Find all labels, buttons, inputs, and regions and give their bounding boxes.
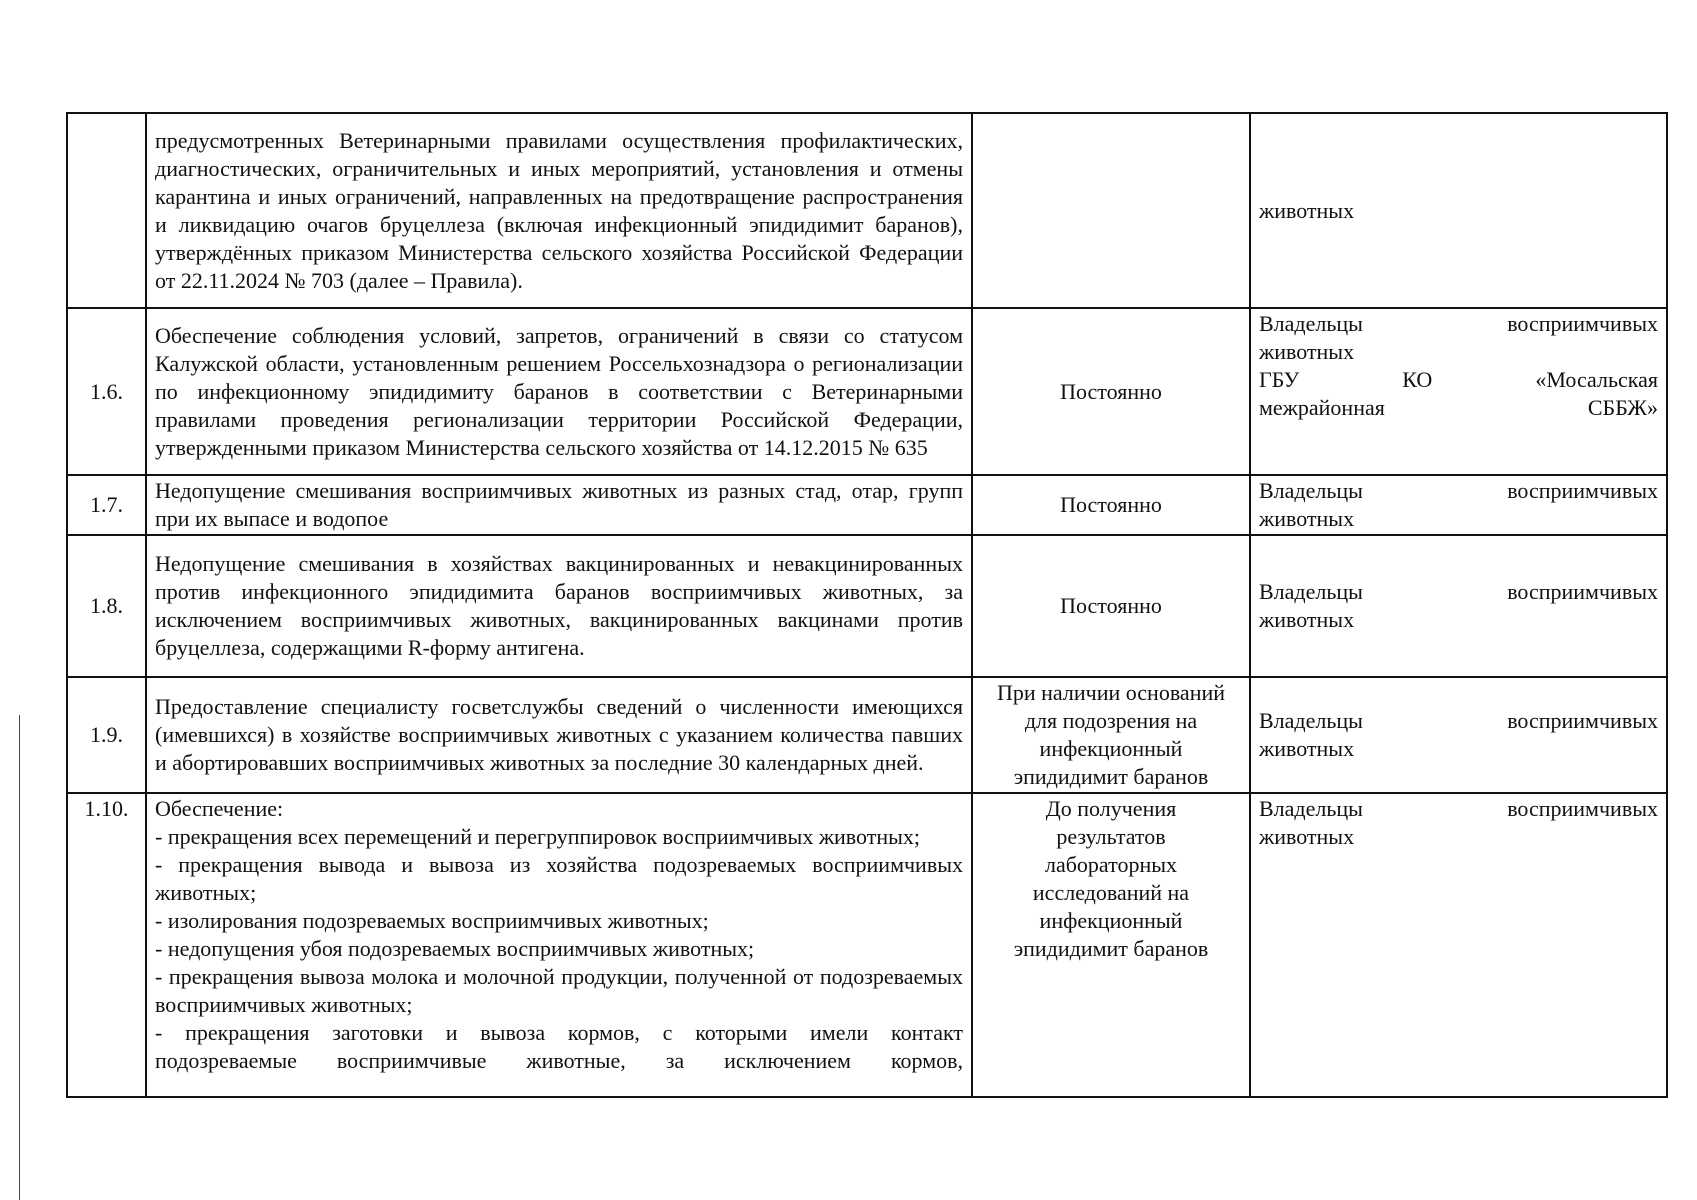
row-number: 1.8. (67, 535, 146, 677)
measure-line: подозреваемые восприимчивые животные, за исключением кормов, (155, 1048, 963, 1073)
term-line: инфекционный (1039, 736, 1183, 761)
responsible-cell (1250, 308, 1667, 475)
term-line: исследований на (1032, 880, 1190, 905)
row-number: 1.9. (67, 677, 146, 793)
responsible-line: ГБУ КО «Мосальская (1259, 367, 1658, 392)
responsible-line: Владельцы восприимчивых (1259, 478, 1658, 503)
responsible-line: животных (1259, 824, 1355, 849)
table-row (67, 475, 1667, 535)
measure-text: Обеспечение соблюдения условий, запретов, ограничений в связи со статусом Калужской области, установленным решением Россельхознадзора о регионализации по инфекционному эпидидимиту баранов в соответствии с Ветеринарными правилами проведения регионализации территории Российской Федерации, утвержденными приказом Министерства сельского хозяйства от 14.12.2015 № 635 (146, 308, 972, 475)
term-line: для подозрения на (1024, 708, 1198, 733)
responsible-line: Владельцы восприимчивых (1259, 708, 1658, 733)
measure-line: Обеспечение: (155, 796, 284, 821)
responsible-line: Владельцы восприимчивых (1259, 311, 1658, 336)
table-row (67, 677, 1667, 793)
table-row (67, 308, 1667, 475)
measure-line: - прекращения всех перемещений и перегруппировок восприимчивых животных; (155, 824, 921, 849)
measure-text (146, 793, 972, 1097)
measure-line: - изолирования подозреваемых восприимчивых животных; (155, 908, 709, 933)
measure-text: Недопущение смешивания восприимчивых животных из разных стад, отар, групп при их выпасе и водопое (146, 475, 972, 535)
measures-table (66, 112, 1668, 1098)
table-row (67, 113, 1667, 308)
responsible-line: животных (1259, 506, 1355, 531)
responsible-cell (1250, 677, 1667, 793)
responsible-line: животных (1259, 607, 1355, 632)
responsible-line: Владельцы восприимчивых (1259, 796, 1658, 821)
term-cell: Постоянно (972, 535, 1250, 677)
scan-edge-line (19, 715, 20, 1200)
responsible-cell (1250, 475, 1667, 535)
term-line: При наличии оснований (996, 680, 1226, 705)
term-cell (972, 113, 1250, 308)
responsible-cell (1250, 535, 1667, 677)
row-number: 1.6. (67, 308, 146, 475)
responsible-line: животных (1259, 736, 1355, 761)
table-row (67, 793, 1667, 1097)
term-line: результатов (1056, 824, 1166, 849)
term-cell: Постоянно (972, 475, 1250, 535)
measure-line: - прекращения вывоза молока и молочной продукции, полученной от подозреваемых восприимчивых животных; (155, 964, 963, 1017)
term-cell (972, 677, 1250, 793)
term-line: инфекционный (1039, 908, 1183, 933)
measure-line: - недопущения убоя подозреваемых восприимчивых животных; (155, 936, 755, 961)
term-line: До получения (1045, 796, 1177, 821)
term-line: лабораторных (1044, 852, 1177, 877)
term-line: эпидидимит баранов (1013, 764, 1209, 789)
term-line: эпидидимит баранов (1013, 936, 1209, 961)
row-number: 1.7. (67, 475, 146, 535)
row-number (67, 113, 146, 308)
responsible-line: Владельцы восприимчивых (1259, 579, 1658, 604)
row-number: 1.10. (67, 793, 146, 1097)
measure-text: Предоставление специалисту госветслужбы сведений о численности имеющихся (имевшихся) в хозяйстве восприимчивых животных с указанием количества павших и абортировавших восприимчивых животных за последние 30 календарных дней. (146, 677, 972, 793)
responsible-line: животных (1259, 339, 1355, 364)
responsible-cell: животных (1250, 113, 1667, 308)
responsible-cell (1250, 793, 1667, 1097)
measure-text: предусмотренных Ветеринарными правилами осуществления профилактических, диагностических, ограничительных и иных мероприятий, установления и отмены карантина и иных ограничений, направленных на предотвращение распространения и ликвидацию очагов бруцеллеза (включая инфекционный эпидидимит баранов), утверждённых приказом Министерства сельского хозяйства Российской Федерации от 22.11.2024 № 703 (далее – Правила). (146, 113, 972, 308)
measure-text: Недопущение смешивания в хозяйствах вакцинированных и невакцинированных против инфекционного эпидидимита баранов восприимчивых животных, за исключением восприимчивых животных, вакцинированных вакцинами против бруцеллеза, содержащими R-форму антигена. (146, 535, 972, 677)
table-row (67, 535, 1667, 677)
measure-line: - прекращения заготовки и вывоза кормов, с которыми имели контакт (155, 1020, 963, 1045)
term-cell: Постоянно (972, 308, 1250, 475)
term-cell (972, 793, 1250, 1097)
responsible-line: межрайонная СББЖ» (1259, 395, 1658, 420)
measure-line: - прекращения вывода и вывоза из хозяйства подозреваемых восприимчивых животных; (155, 852, 963, 905)
